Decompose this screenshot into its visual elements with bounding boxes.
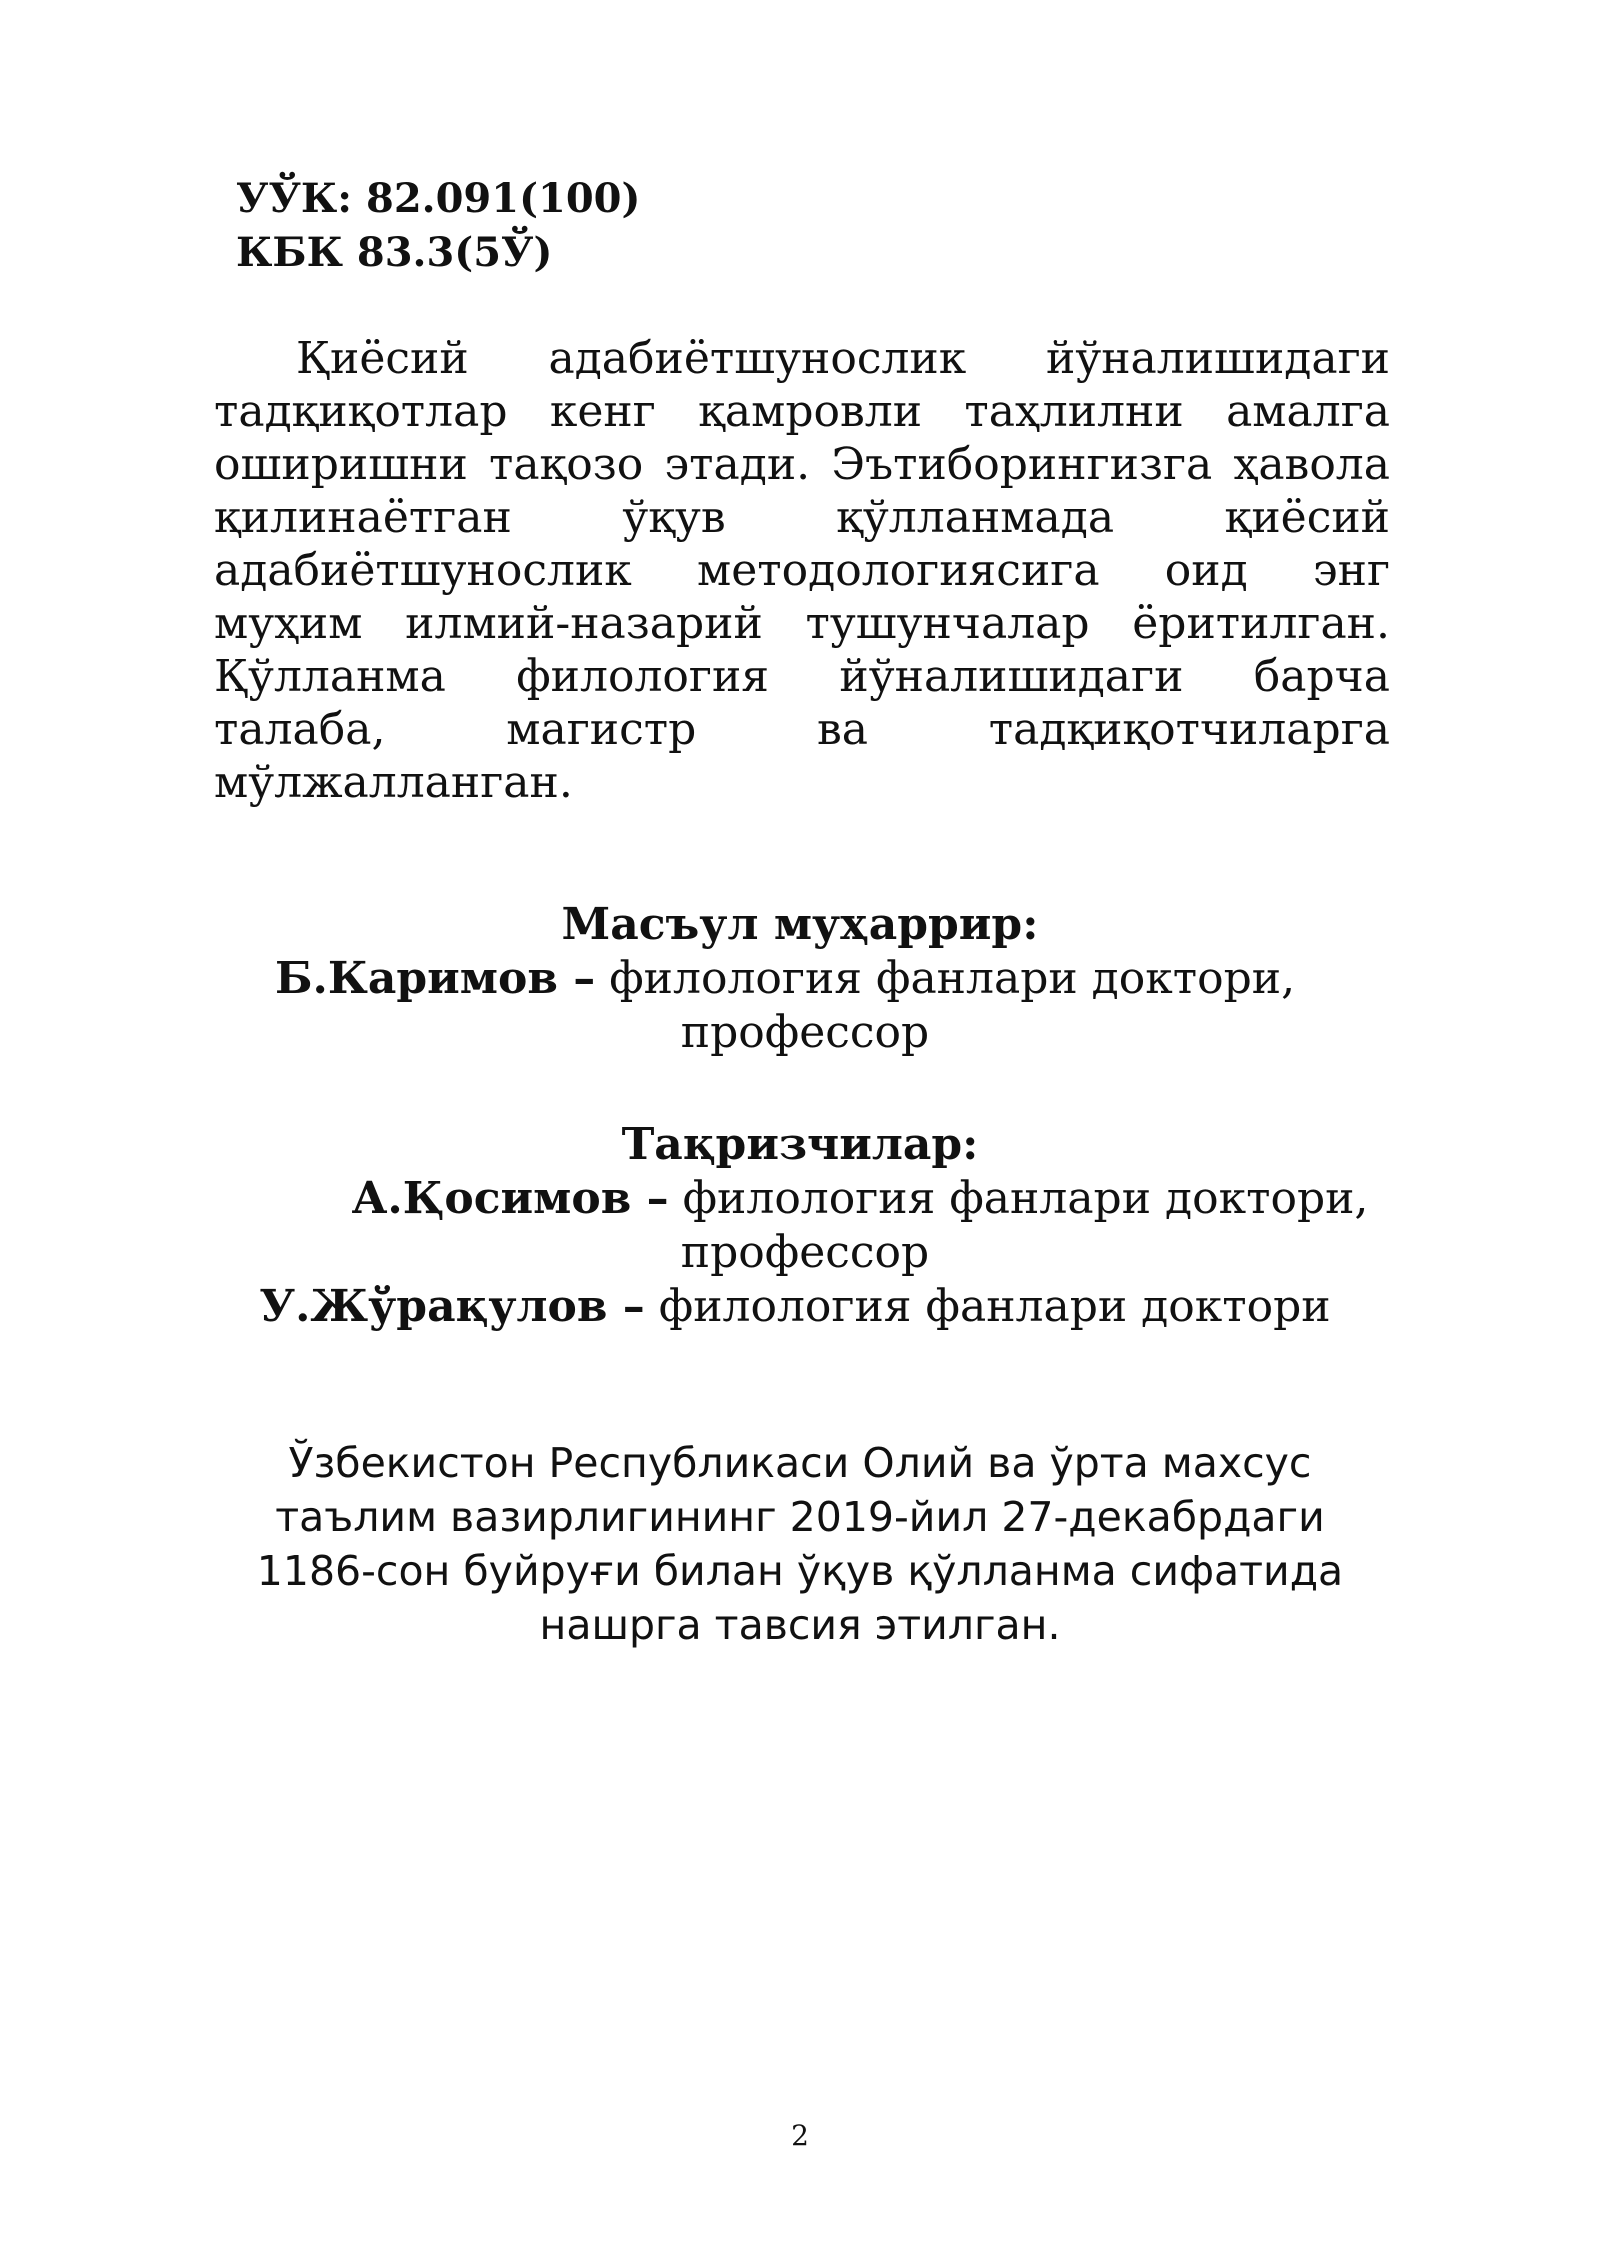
approval-line-1: Ўзбекистон Республикаси Олий ва ўрта махсус [288,1439,1312,1487]
classification-codes [236,172,640,280]
reviewer-title-1: филология фанлари доктори, [668,1173,1369,1224]
reviewer-name-2: У.Жўрақулов – [259,1281,645,1332]
page-number: 2 [791,2119,809,2152]
responsible-editor-line [0,952,1600,1006]
responsible-editor-title: филология фанлари доктори, [595,953,1296,1004]
reviewer-title-cont-1: профессор [680,1227,930,1278]
reviewer-title-2: филология фанлари доктори [644,1281,1331,1332]
responsible-editor-section [0,898,1600,1060]
kbk-code: КБК 83.3(5Ў) [236,229,553,276]
abstract-paragraph: Қиёсий адабиётшунослик йўналишидаги тадқиқотлар кенг қамровли таҳлилни амалга оширишни тақозо этади. Эътиборингизга ҳавола қилинаётган ўқув қўлланмада қиёсий адабиётшунослик методологиясига оид энг муҳим илмий-назарий тушунчалар ёритилган. Қўлланма филология йўналишидаги барча талаба, магистр ва тадқиқотчиларга мўлжалланган. [214,333,1390,808]
reviewers-heading: Тақризчилар: [621,1119,979,1170]
reviewer-name-1: А.Қосимов – [351,1173,669,1224]
responsible-editor-title-cont: профессор [680,1007,930,1058]
responsible-editor-heading: Масъул муҳаррир: [561,899,1039,950]
reviewer-line-2 [0,1280,1600,1334]
responsible-editor-name: Б.Каримов – [274,953,596,1004]
udk-code: УЎК: 82.091(100) [236,175,641,222]
reviewer-line-1 [120,1172,1600,1226]
reviewers-section [0,1118,1600,1334]
approval-line-3: 1186-сон буйруғи билан ўқув қўлланма сифатида [256,1547,1344,1595]
approval-statement [200,1436,1400,1652]
approval-line-4: нашрга тавсия этилган. [539,1601,1061,1649]
approval-line-2: таълим вазирлигининг 2019-йил 27-декабрдаги [275,1493,1325,1541]
